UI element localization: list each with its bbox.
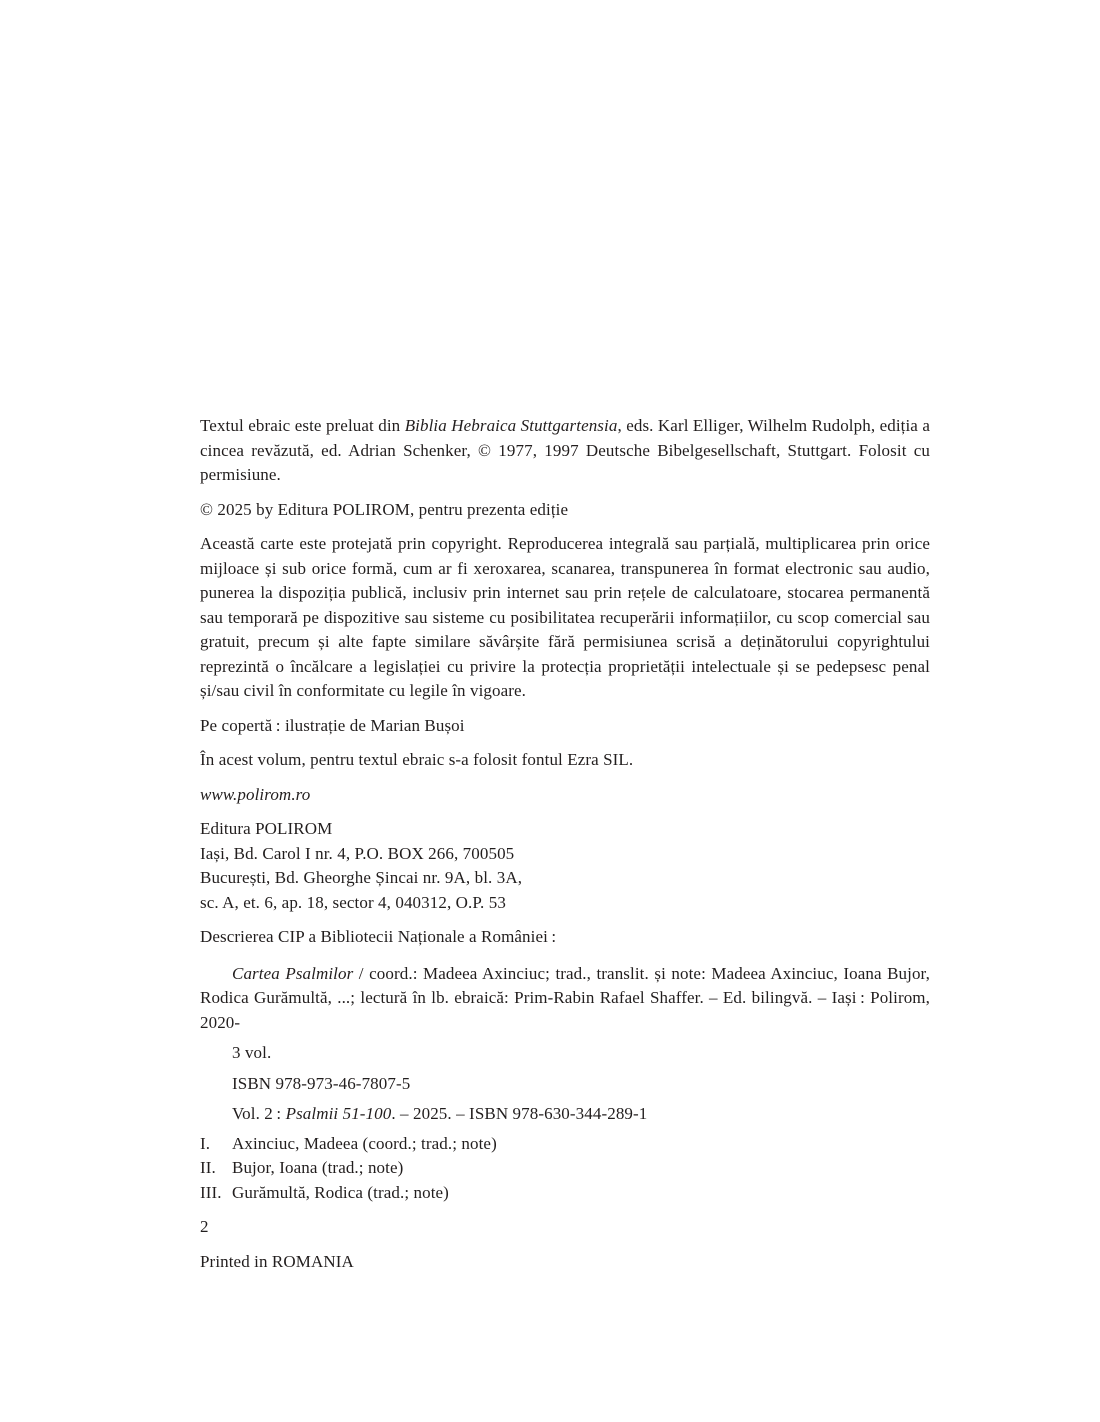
colophon-content xyxy=(200,414,930,1284)
cip-contributor-row xyxy=(200,1181,930,1206)
cip-vol2-post: . – 2025. – ISBN 978-630-344-289-1 xyxy=(391,1104,648,1123)
printed-in-line: Printed in ROMANIA xyxy=(200,1251,354,1271)
cip-contributor-text: Axinciuc, Madeea (coord.; trad.; note) xyxy=(232,1133,497,1153)
cip-entry-title: Cartea Psalmilor xyxy=(232,963,354,983)
publisher-address-block xyxy=(200,817,930,915)
cip-entry-paragraph xyxy=(200,962,930,1036)
cip-heading: Descrierea CIP a Bibliotecii Naționale a României : xyxy=(200,927,557,946)
source-note-book-title: Biblia Hebraica Stuttgartensia xyxy=(404,416,618,435)
cip-contributor-list xyxy=(200,1132,930,1206)
source-note-pre: Textul ebraic este preluat din xyxy=(200,416,405,435)
source-note-paragraph xyxy=(200,414,930,488)
cip-contributor-row xyxy=(200,1156,930,1181)
cip-entry-rest: / coord.: Madeea Axinciuc; trad., translit. și note: Madeea Axinciuc, Ioana Bujor, Rodica Gurămultă, ...; lectură în lb. ebraică: Prim-Rabin Rafael Shaffer. – Ed. bilingvă. – Iași : Polirom, 2020- xyxy=(200,963,930,1032)
cip-contributor-text: Gurămultă, Rodica (trad.; note) xyxy=(232,1182,449,1202)
rights-notice-paragraph: Această carte este protejată prin copyright. Reproducerea integrală sau parțială, multiplicarea prin orice mijloace și sub orice formă, cum ar fi xeroxarea, scanarea, transpunerea în format electronic sau audio, punerea la dispoziția publică, inclusiv prin internet sau prin rețele de calculatoare, stocarea permanentă sau temporară pe dispozitive sau sisteme cu posibilitatea recuperării informațiilor, cu scop comercial sau gratuit, precum și alte fapte similare săvârșite fără permisiunea scrisă a deținătorului copyrightului reprezintă o încălcare a legislației cu privire la protecția proprietății intelectuale și se pedepsesc penal și/sau civil în conformitate cu legile în vigoare. xyxy=(200,534,930,700)
cip-contributor-row xyxy=(200,1132,930,1157)
cip-volumes-line: 3 vol. xyxy=(232,1043,272,1062)
cip-contributor-numeral: III. xyxy=(200,1182,222,1202)
publisher-address-bucuresti-2: sc. A, et. 6, ap. 18, sector 4, 040312, O.P. 53 xyxy=(200,892,506,912)
cip-vol2-title: Psalmii 51-100 xyxy=(285,1104,392,1123)
cip-contributor-numeral: II. xyxy=(200,1158,216,1177)
publisher-address-iasi: Iași, Bd. Carol I nr. 4, P.O. BOX 266, 700505 xyxy=(200,843,515,863)
cip-contributor-numeral: I. xyxy=(200,1133,211,1153)
edition-copyright-line: © 2025 by Editura POLIROM, pentru prezenta ediție xyxy=(200,499,569,519)
publisher-address-bucuresti-1: București, Bd. Gheorghe Șincai nr. 9A, bl. 3A, xyxy=(200,868,523,887)
publisher-name: Editura POLIROM xyxy=(200,819,333,838)
source-note-post: , eds. Karl Elliger, Wilhelm Rudolph, ediția a cincea revăzută, ed. Adrian Schenker, © 1977, 1997 Deutsche Bibelgesellschaft, Stuttgart. Folosit cu permisiune. xyxy=(200,416,930,484)
cip-vol2-line xyxy=(200,1102,930,1127)
cip-isbn-set-line: ISBN 978-973-46-7807-5 xyxy=(232,1073,411,1093)
font-note-line: În acest volum, pentru textul ebraic s-a folosit fontul Ezra SIL. xyxy=(200,750,634,769)
cip-vol2-pre: Vol. 2 : xyxy=(232,1104,286,1123)
publisher-website: www.polirom.ro xyxy=(200,784,311,804)
cip-contributor-text: Bujor, Ioana (trad.; note) xyxy=(232,1158,404,1177)
cover-credit-line: Pe copertă : ilustrație de Marian Bușoi xyxy=(200,715,465,735)
page-number: 2 xyxy=(200,1217,209,1236)
